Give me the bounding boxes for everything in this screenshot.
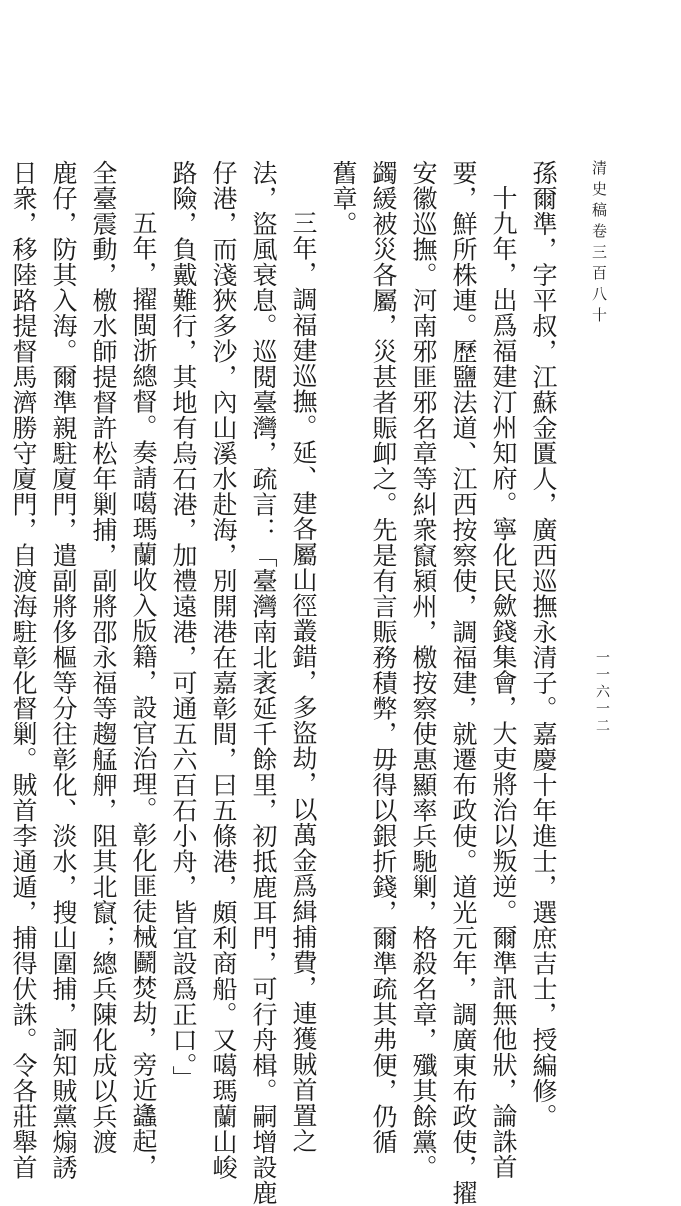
text-column: 孫爾準，字平叔，江蘇金匱人，廣西巡撫永清子。嘉慶十年進士，選庶吉士，授編修。: [529, 160, 558, 1129]
text-column: 全臺震動，檄水師提督許松年剿捕，副將邵永福等趨艋舺，阻其北竄；總兵陳化成以兵渡: [89, 160, 118, 1155]
page-number: 一一六一二: [594, 650, 610, 735]
text-column: 仔港，而淺狹多沙，內山溪水赴海，別開港在嘉彰間，曰五條港，頗利商船。又噶瑪蘭山峻: [209, 160, 238, 1180]
text-column: 鹿仔，防其入海。爾準親駐廈門，遣副將侈樞等分往彰化、淡水，搜山圍捕，詗知賊黨煽誘: [49, 160, 78, 1180]
text-column: 三年，調福建巡撫。延、建各屬山徑叢錯，多盜劫，以萬金爲緝捕費，連獲賊首置之: [289, 210, 318, 1154]
text-column: 舊章。: [329, 160, 358, 237]
body-text: [3, 160, 563, 1206]
text-column: 蠲緩被災各屬，災甚者賑卹之。先是有言賑務積弊，毋得以銀折錢，爾準疏其弗便，仍循: [369, 160, 398, 1155]
text-column: 路險，負戴難行，其地有烏石港，加禮遠港，可通五六百石小舟，皆宜設爲正口。」: [169, 160, 198, 1091]
text-column: 法，盜風衰息。巡閱臺灣，疏言：「臺灣南北袤延千餘里，初抵鹿耳門，可行舟楫。嗣增設鹿: [249, 160, 278, 1206]
text-column: 五年，擢閩浙總督。奏請噶瑪蘭收入版籍，設官治理。彰化匪徒械鬬焚劫，旁近蠭起，: [129, 210, 158, 1179]
text-column: 十九年，出爲福建汀州知府。寧化民歛錢集會，大吏將治以叛逆。爾準訊無他狀，論誅首: [489, 185, 518, 1180]
running-header: 清史稿卷三百八十: [590, 160, 608, 328]
text-column: 安徽巡撫。河南邪匪邪名章等糾衆竄潁州，檄按察使惠顯率兵馳剿，格殺名章，殲其餘黨。: [409, 160, 438, 1180]
text-column: 日衆，移陸路提督馬濟勝守廈門，自渡海駐彰化督剿。賊首李通遁，捕得伏誅。令各莊舉首: [9, 160, 38, 1180]
text-column: 要，鮮所株連。歷鹽法道、江西按察使，調福建，就遷布政使。道光元年，調廣東布政使，擢: [449, 160, 478, 1206]
